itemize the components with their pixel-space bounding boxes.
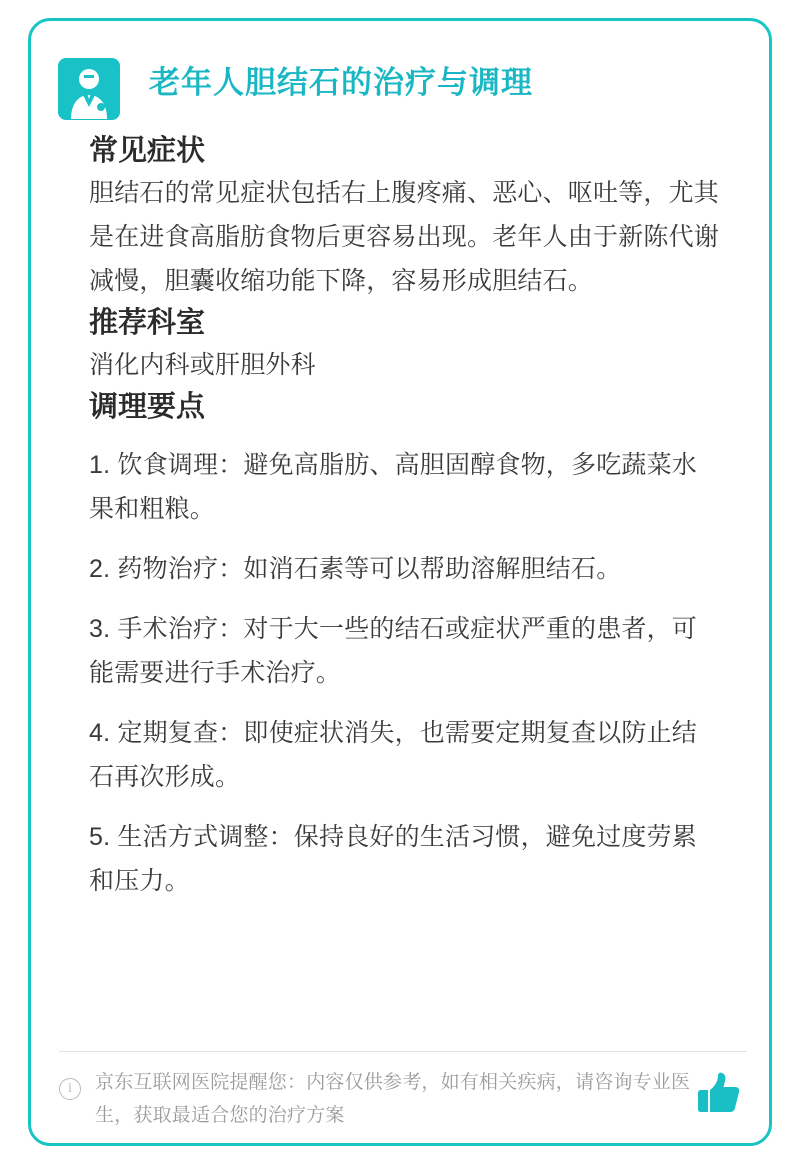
disclaimer-text: 京东互联网医院提醒您：内容仅供参考，如有相关疾病，请咨询专业医生，获取最适合您的治疗方案 (95, 1072, 691, 1126)
doctor-avatar-icon (57, 57, 121, 121)
list-item: 5. 生活方式调整：保持良好的生活习惯，避免过度劳累和压力。 (89, 823, 697, 895)
article-card (28, 18, 772, 1146)
list-item: 2. 药物治疗：如消石素等可以帮助溶解胆结石。 (89, 555, 622, 583)
info-circle-icon: i (59, 1078, 81, 1100)
care-list (89, 443, 721, 903)
list-item: 4. 定期复查：即使症状消失，也需要定期复查以防止结石再次形成。 (89, 719, 697, 791)
page-title: 老年人胆结石的治疗与调理 (149, 65, 533, 100)
section-heading-department: 推荐科室 (89, 307, 206, 339)
thumbs-up-icon[interactable] (695, 1072, 741, 1114)
section-body-department: 消化内科或肝胆外科 (89, 351, 316, 379)
list-item: 3. 手术治疗：对于大一些的结石或症状严重的患者，可能需要进行手术治疗。 (89, 615, 697, 687)
list-item: 1. 饮食调理：避免高脂肪、高胆固醇食物，多吃蔬菜水果和粗粮。 (89, 451, 697, 523)
section-heading-symptoms: 常见症状 (89, 135, 206, 167)
section-heading-care: 调理要点 (89, 391, 206, 423)
footer-disclaimer-bar (59, 1051, 747, 1127)
section-body-symptoms: 胆结石的常见症状包括右上腹疼痛、恶心、呕吐等，尤其是在进食高脂肪食物后更容易出现。老年人由于新陈代谢减慢，胆囊收缩功能下降，容易形成胆结石。 (89, 179, 720, 295)
article-content (61, 131, 747, 1057)
